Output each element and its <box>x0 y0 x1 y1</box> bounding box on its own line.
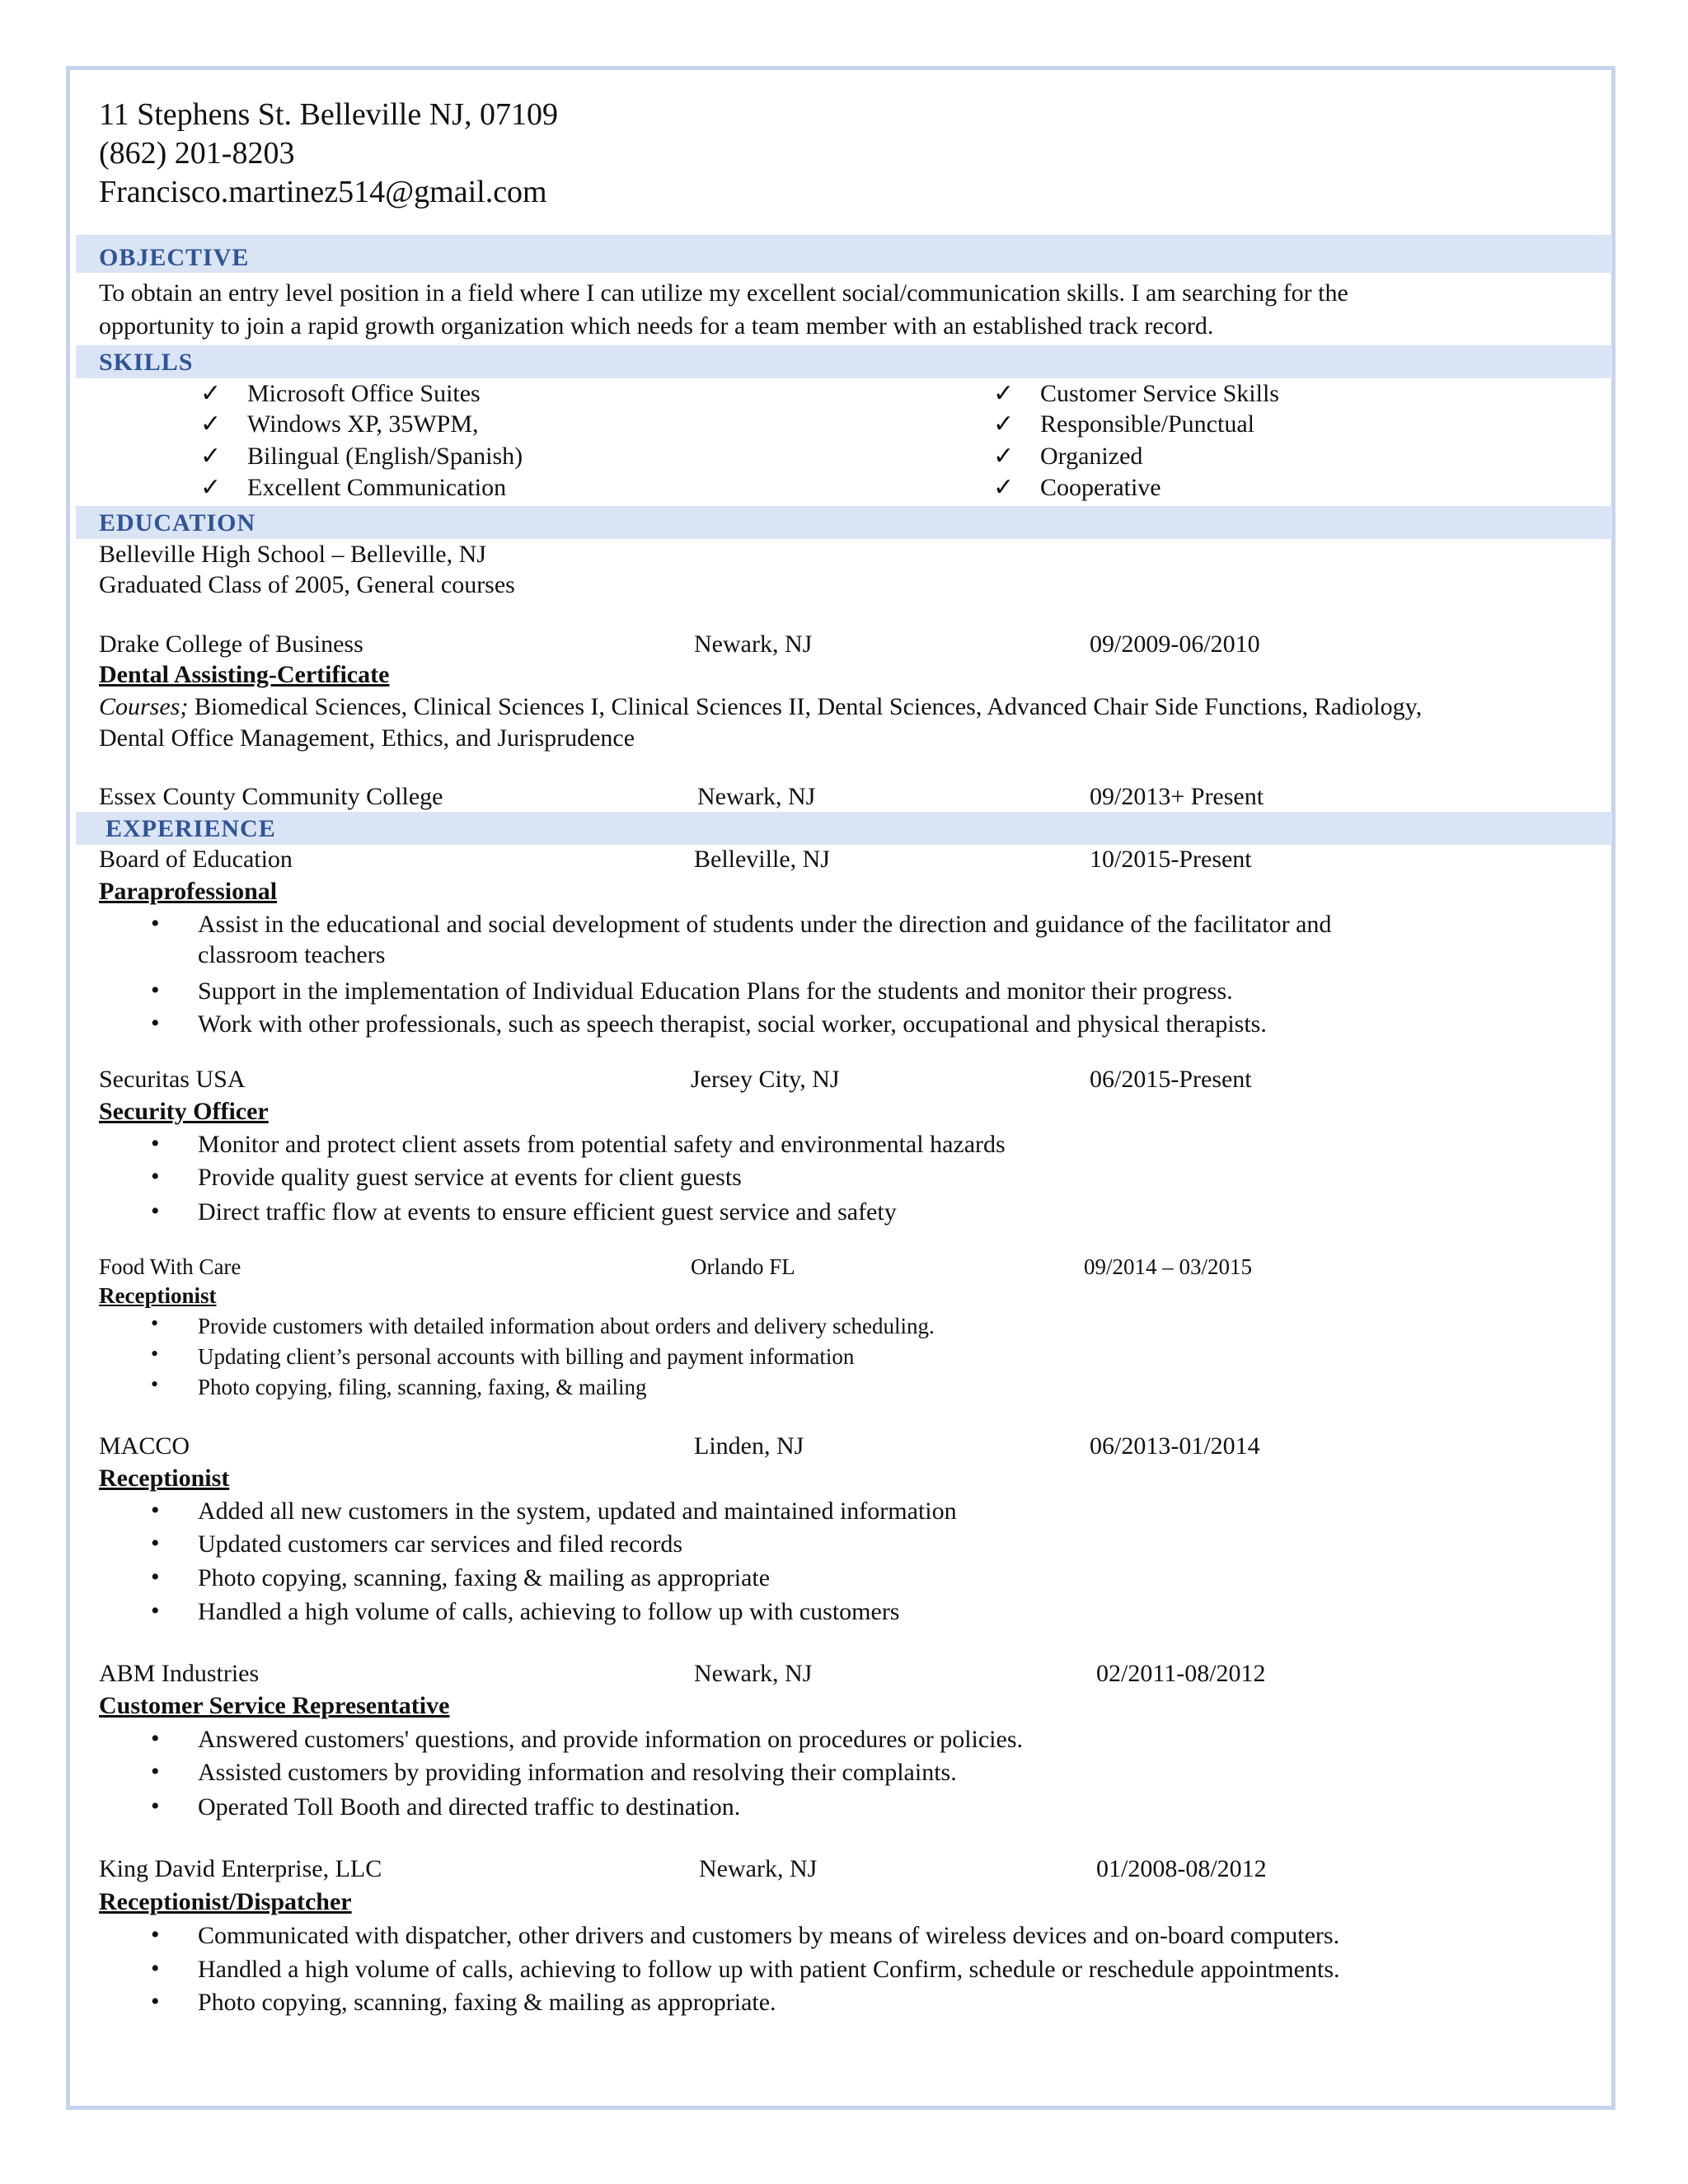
job-bullet: Photo copying, filing, scanning, faxing, & mailing <box>198 1375 647 1399</box>
company-name: MACCO <box>99 1432 190 1460</box>
contact-block <box>99 96 558 212</box>
experience-band <box>76 812 1612 845</box>
company-name: ABM Industries <box>99 1660 260 1687</box>
school-name: Drake College of Business <box>99 630 363 658</box>
skill-item: Excellent Communication <box>247 474 507 501</box>
check-icon: ✓ <box>200 410 222 438</box>
skill-item: Microsoft Office Suites <box>247 380 481 407</box>
skill-item: Windows XP, 35WPM, <box>247 410 479 438</box>
check-icon: ✓ <box>993 410 1015 438</box>
job-dates: 06/2015-Present <box>1090 1066 1252 1093</box>
job-bullet: Handled a high volume of calls, achieving to follow up with customers <box>198 1598 900 1625</box>
bullet-icon: • <box>151 1311 159 1335</box>
bullet-icon: • <box>151 1372 159 1396</box>
job-bullet: Updated customers car services and filed records <box>198 1530 683 1558</box>
job-bullet: Updating client’s personal accounts with billing and payment information <box>198 1344 855 1369</box>
company-location: Belleville, NJ <box>694 846 830 873</box>
bullet-icon: • <box>151 1725 160 1752</box>
check-icon: ✓ <box>200 379 222 408</box>
job-dates: 01/2008-08/2012 <box>1096 1855 1267 1882</box>
company-location: Newark, NJ <box>694 1660 813 1687</box>
courses-line-2: Dental Office Management, Ethics, and Jurisprudence <box>99 724 635 752</box>
address: 11 Stephens St. Belleville NJ, 07109 <box>99 97 558 132</box>
school-dates: 09/2013+ Present <box>1090 783 1264 810</box>
bullet-icon: • <box>151 1597 160 1624</box>
school-location: Newark, NJ <box>694 630 813 658</box>
bullet-icon: • <box>151 1130 160 1157</box>
school-dates: 09/2009-06/2010 <box>1090 630 1260 658</box>
courses-label: Courses; <box>99 693 189 720</box>
company-location: Linden, NJ <box>694 1432 804 1460</box>
bullet-icon: • <box>151 1955 160 1982</box>
job-bullet: Handled a high volume of calls, achieving to follow up with patient Confirm, schedule or reschedule appointments. <box>198 1956 1340 1983</box>
bullet-icon: • <box>151 1988 160 2015</box>
skills-heading: SKILLS <box>99 349 194 376</box>
job-bullet: Communicated with dispatcher, other drivers and customers by means of wireless devices and on-board computers. <box>198 1922 1340 1949</box>
bullet-icon: • <box>151 1497 160 1524</box>
skill-item: Responsible/Punctual <box>1040 410 1254 438</box>
check-icon: ✓ <box>200 442 222 471</box>
bullet-icon: • <box>151 1563 160 1591</box>
bullet-icon: • <box>151 1530 160 1557</box>
job-bullet: Assisted customers by providing information and resolving their complaints. <box>198 1759 957 1786</box>
objective-band <box>76 235 1612 273</box>
check-icon: ✓ <box>993 442 1015 471</box>
phone: (862) 201-8203 <box>99 136 295 171</box>
bullet-icon: • <box>151 1163 160 1190</box>
job-title: Receptionist/Dispatcher <box>99 1888 352 1915</box>
job-bullet: Direct traffic flow at events to ensure efficient guest service and safety <box>198 1198 897 1226</box>
education-heading: EDUCATION <box>99 509 256 537</box>
high-school: Belleville High School – Belleville, NJ <box>99 541 486 568</box>
certificate-title: Dental Assisting-Certificate <box>99 661 390 688</box>
job-dates: 02/2011-08/2012 <box>1096 1660 1266 1687</box>
bullet-icon: • <box>151 1758 160 1785</box>
job-dates: 10/2015-Present <box>1090 846 1252 873</box>
job-bullet-continued: classroom teachers <box>198 941 386 968</box>
courses-line-1 <box>99 692 1422 722</box>
job-title: Security Officer <box>99 1098 269 1125</box>
objective-heading: OBJECTIVE <box>99 244 250 271</box>
objective-line-1: To obtain an entry level position in a field where I can utilize my excellent social/communication skills. I am searching for the <box>99 279 1348 307</box>
job-bullet: Provide quality guest service at events for client guests <box>198 1164 742 1191</box>
company-name: Securitas USA <box>99 1066 246 1093</box>
job-title: Paraprofessional <box>99 878 278 905</box>
job-bullet: Photo copying, scanning, faxing & mailing as appropriate <box>198 1564 771 1591</box>
job-title: Receptionist <box>99 1283 217 1308</box>
bullet-icon: • <box>151 977 160 1004</box>
job-title: Receptionist <box>99 1465 230 1492</box>
company-name: Board of Education <box>99 846 293 873</box>
bullet-icon: • <box>151 910 160 937</box>
check-icon: ✓ <box>993 379 1015 408</box>
experience-heading: EXPERIENCE <box>106 815 276 842</box>
school-location: Newark, NJ <box>697 783 816 810</box>
job-bullet: Operated Toll Booth and directed traffic to destination. <box>198 1793 741 1821</box>
skill-item: Organized <box>1040 443 1143 470</box>
job-bullet: Provide customers with detailed information about orders and delivery scheduling. <box>198 1314 935 1338</box>
school-name: Essex County Community College <box>99 783 443 810</box>
email: Francisco.martinez514@gmail.com <box>99 175 547 209</box>
company-name: King David Enterprise, LLC <box>99 1855 382 1882</box>
education-band <box>76 506 1612 539</box>
job-bullet: Answered customers' questions, and provide information on procedures or policies. <box>198 1726 1024 1753</box>
skill-item: Customer Service Skills <box>1040 380 1279 407</box>
company-location: Newark, NJ <box>699 1855 818 1882</box>
skills-band <box>76 345 1612 378</box>
job-bullet: Monitor and protect client assets from potential safety and environmental hazards <box>198 1131 1006 1158</box>
job-bullet: Photo copying, scanning, faxing & mailing as appropriate. <box>198 1989 776 2016</box>
check-icon: ✓ <box>200 473 222 502</box>
job-bullet: Assist in the educational and social development of students under the direction and guidance of the facilitator and <box>198 911 1332 938</box>
job-bullet: Support in the implementation of Individual Education Plans for the students and monitor their progress. <box>198 977 1233 1005</box>
skill-item: Cooperative <box>1040 474 1161 501</box>
courses-list: Biomedical Sciences, Clinical Sciences I, Clinical Sciences II, Dental Sciences, Advanced Chair Side Functions, Radiology, <box>188 693 1423 720</box>
job-bullet: Added all new customers in the system, updated and maintained information <box>198 1497 957 1525</box>
bullet-icon: • <box>151 1921 160 1948</box>
bullet-icon: • <box>151 1342 159 1366</box>
job-title: Customer Service Representative <box>99 1692 450 1719</box>
job-dates: 06/2013-01/2014 <box>1090 1432 1260 1460</box>
skill-item: Bilingual (English/Spanish) <box>247 443 523 470</box>
company-name: Food With Care <box>99 1254 241 1279</box>
check-icon: ✓ <box>993 473 1015 502</box>
company-location: Orlando FL <box>691 1254 795 1279</box>
job-bullet: Work with other professionals, such as speech therapist, social worker, occupational and physical therapists. <box>198 1010 1267 1038</box>
bullet-icon: • <box>151 1793 160 1820</box>
objective-line-2: opportunity to join a rapid growth organization which needs for a team member with an established track record. <box>99 312 1214 340</box>
bullet-icon: • <box>151 1010 160 1037</box>
high-school-detail: Graduated Class of 2005, General courses <box>99 571 515 598</box>
company-location: Jersey City, NJ <box>691 1066 840 1093</box>
bullet-icon: • <box>151 1197 160 1225</box>
job-dates: 09/2014 – 03/2015 <box>1084 1254 1253 1279</box>
